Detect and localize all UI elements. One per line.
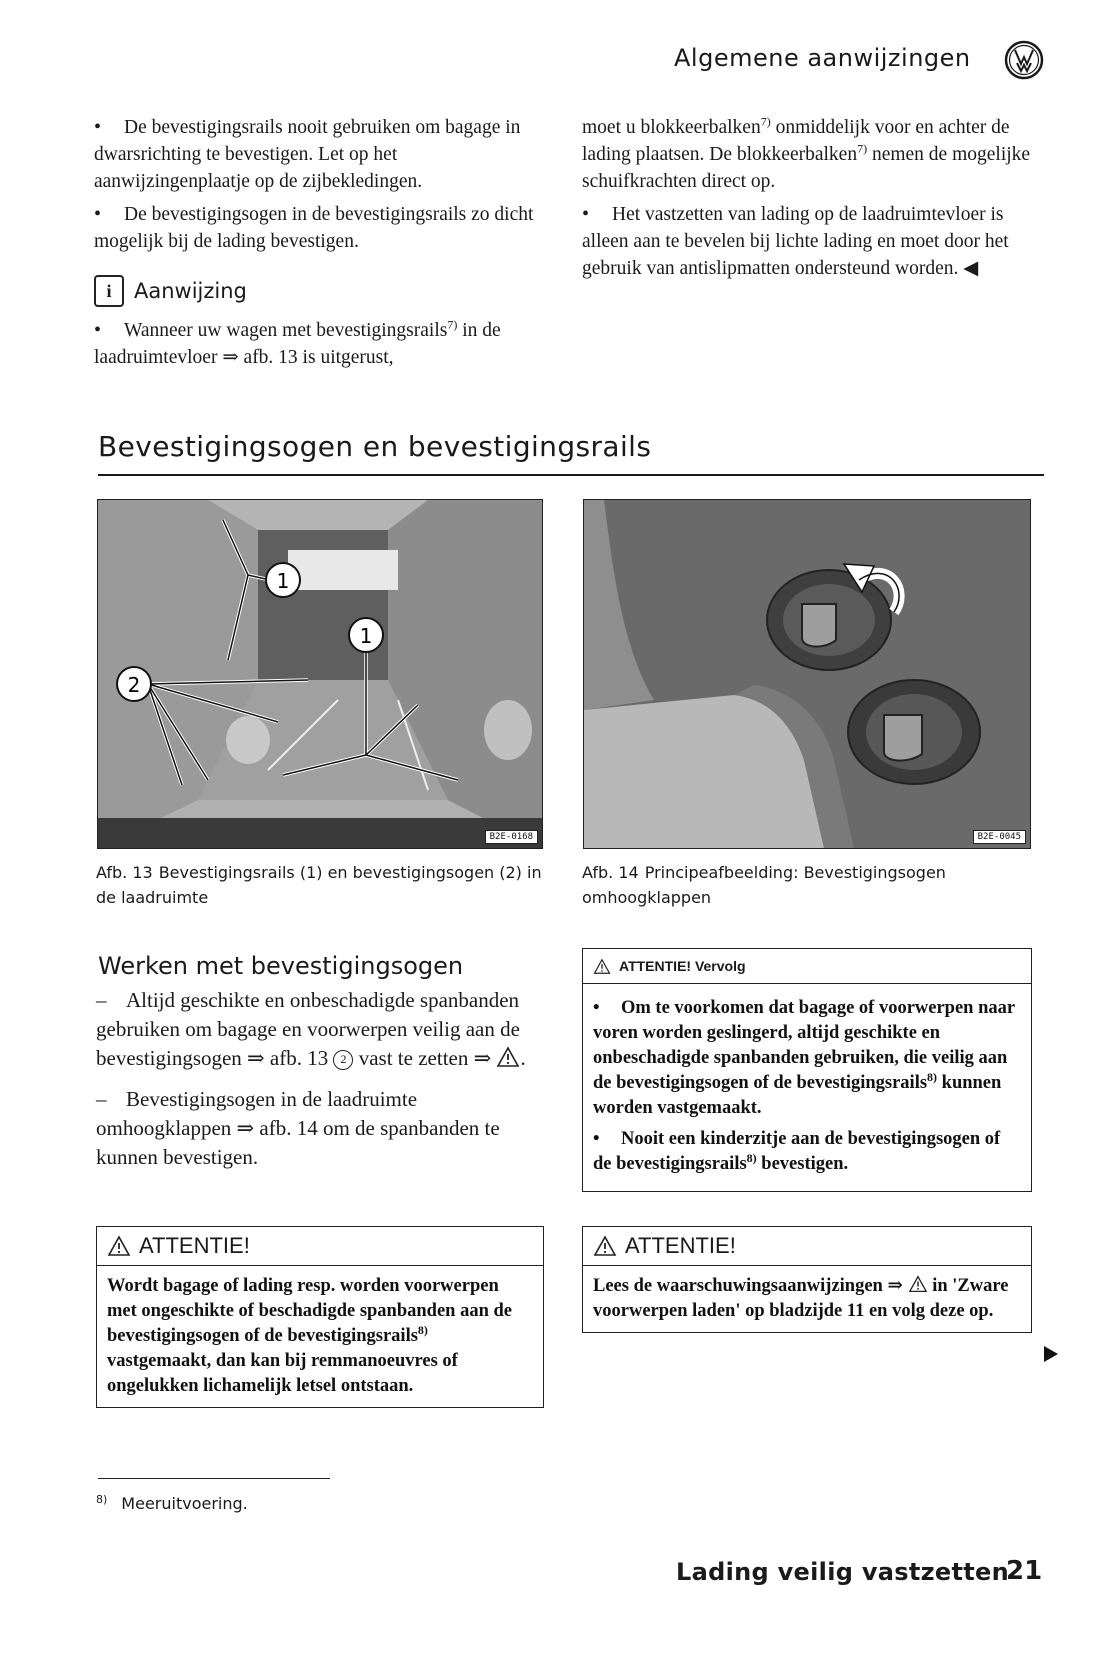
instruction-item-2: – Bevestigingsogen in de laadruimte omhoogklappen ⇒ afb. 14 om de spanbanden te kunnen bevestigen. <box>96 1087 500 1169</box>
section-title: Bevestigingsogen en bevestigingsrails <box>98 430 652 463</box>
warning-header <box>583 1227 1031 1266</box>
warning-body <box>583 984 1031 1191</box>
footer-title: Lading veilig vastzetten <box>676 1558 1010 1586</box>
instruction-1-text-b: vast te zetten ⇒ <box>353 1046 497 1070</box>
warning-header <box>97 1227 543 1266</box>
warning-title: ATTENTIE! <box>625 1233 736 1258</box>
intro-right-bullet: • Het vastzetten van lading op de laadruimtevloer is alleen aan te bevelen bij lichte lading en moet door het gebruik van antislipmatten ondersteund worden. ◀ <box>582 201 1044 282</box>
caption-label: Afb. 13 <box>96 863 153 882</box>
caption-text: Bevestigingsrails (1) en bevestigingsogen (2) in de laadruimte <box>96 863 542 907</box>
caption-text: Principeafbeelding: Bevestigingsogen omhoogklappen <box>582 863 946 907</box>
right-text-a: moet u blokkeerbalken <box>582 117 761 138</box>
section-divider <box>98 474 1044 476</box>
note-heading <box>94 275 556 307</box>
instruction-list <box>96 986 552 1184</box>
warning-triangle-icon <box>908 1275 928 1293</box>
right-sup-2: 7) <box>857 141 868 156</box>
warning-header <box>583 949 1031 984</box>
warning-body <box>97 1266 543 1407</box>
warning-box-left <box>96 1226 544 1408</box>
note-bullet <box>94 317 556 371</box>
footnote-rule <box>98 1478 330 1479</box>
warning-box-right <box>582 1226 1032 1333</box>
cargo-area-illustration <box>98 500 542 848</box>
footnote <box>96 1494 248 1513</box>
figure-13-caption <box>96 860 546 910</box>
warning-bullet-1-text-a: Om te voorkomen dat bagage of voorwerpen naar voren worden geslingerd, altijd geschikte en onbeschadigde spanbanden gebruiken, die veilig aan de bevestigingsogen of de bevestigingsrails <box>593 998 1015 1093</box>
warning-bullet-2-text-a: Nooit een kinderzitje aan de bevestigingsogen of de bevestigingsrails <box>593 1129 1001 1174</box>
warning-bullet-2 <box>593 1127 1021 1177</box>
page-number: 21 <box>1006 1556 1043 1586</box>
intro-right-column <box>582 114 1044 288</box>
continue-arrow-icon <box>1044 1346 1058 1362</box>
info-icon: i <box>94 275 124 307</box>
warning-text-b: in 'Zware voorwerpen laden' op bladzijde 11 en volg deze op. <box>593 1276 1009 1321</box>
right-text-c: nemen de mogelijke schuifkrachten direct op. <box>582 144 1031 192</box>
subsection-title: Werken met bevestigingsogen <box>98 952 464 980</box>
note-text-b: in de laadruimtevloer ⇒ afb. 13 is uitgerust, <box>94 320 501 368</box>
instruction-item-1: – Altijd geschikte en onbeschadigde spanbanden gebruiken om bagage en voorwerpen veilig aan de bevestigingsogen ⇒ afb. 13 2 vast te zetten ⇒ . <box>96 988 526 1070</box>
warning-bullet-1-text-b: kunnen worden vastgemaakt. <box>593 1073 1002 1118</box>
svg-text:2: 2 <box>127 673 141 697</box>
vw-logo-icon <box>1004 40 1044 80</box>
warning-bullet-2-sup: 8) <box>746 1150 757 1165</box>
right-sup-1: 7) <box>760 114 771 129</box>
warning-title: ATTENTIE! Vervolg <box>619 958 746 974</box>
callout-1-lower <box>349 618 383 652</box>
note-sup: 7) <box>447 317 458 332</box>
warning-bullet-1 <box>593 996 1021 1121</box>
instruction-1-text-c: . <box>520 1046 526 1070</box>
running-header: Algemene aanwijzingen <box>674 44 971 72</box>
figure-13 <box>97 499 543 849</box>
instruction-1-text-a: Altijd geschikte en onbeschadigde spanbanden gebruiken om bagage en voorwerpen veilig aan de bevestigingsogen ⇒ afb. 13 <box>96 988 520 1070</box>
warning-triangle-icon <box>496 1046 520 1068</box>
intro-bullet-2: • De bevestigingsogen in de bevestigingsrails zo dicht mogelijk bij de lading bevestigen. <box>94 201 556 255</box>
warning-sup: 8) <box>417 1322 428 1337</box>
footnote-text: Meeruitvoering. <box>121 1494 248 1513</box>
warning-triangle-icon <box>107 1235 131 1257</box>
callout-1-upper <box>266 563 300 597</box>
warning-body <box>583 1266 1031 1332</box>
warning-box-continued <box>582 948 1032 1192</box>
callout-2 <box>117 667 151 701</box>
right-text-b: onmiddelijk voor en achter de lading plaatsen. De blokkeerbalken <box>582 117 1010 165</box>
warning-triangle-icon <box>593 958 611 975</box>
intro-right-paragraph <box>582 114 1044 195</box>
callout-ref-2: 2 <box>333 1050 353 1070</box>
intro-bullet-1: • De bevestigingsrails nooit gebruiken om bagage in dwarsrichting te bevestigen. Let op het aanwijzingenplaatje op de zijbekledingen. <box>94 114 556 195</box>
warning-bullet-1-sup: 8) <box>927 1069 938 1084</box>
figure-14-caption <box>582 860 1032 910</box>
tie-down-eye-illustration <box>584 500 1030 848</box>
svg-text:1: 1 <box>359 624 373 648</box>
note-title: Aanwijzing <box>134 279 247 303</box>
warning-text-a: Wordt bagage of lading resp. worden voorwerpen met ongeschikte of beschadigde spanbanden aan de bevestigingsogen of de bevestigingsrails <box>107 1276 513 1346</box>
note-text-a: Wanneer uw wagen met bevestigingsrails <box>124 320 448 341</box>
intro-left-column <box>94 114 556 377</box>
warning-text-a: Lees de waarschuwingsaanwijzingen ⇒ <box>593 1276 908 1296</box>
warning-text-b: vastgemaakt, dan kan bij remmanoeuvres of ongelukken lichamelijk letsel ontstaan. <box>107 1351 458 1396</box>
warning-title: ATTENTIE! <box>139 1233 250 1258</box>
warning-triangle-icon <box>593 1235 617 1257</box>
figure-code: B2E-0045 <box>973 830 1026 844</box>
caption-label: Afb. 14 <box>582 863 639 882</box>
instruction-2-text: Bevestigingsogen in de laadruimte omhoogklappen ⇒ afb. 14 om de spanbanden te kunnen bevestigen. <box>96 1087 500 1169</box>
warning-bullet-2-text-b: bevestigen. <box>756 1154 849 1174</box>
svg-text:1: 1 <box>276 569 290 593</box>
footnote-marker: 8) <box>96 1492 108 1506</box>
figure-code: B2E-0168 <box>485 830 538 844</box>
figure-14 <box>583 499 1031 849</box>
